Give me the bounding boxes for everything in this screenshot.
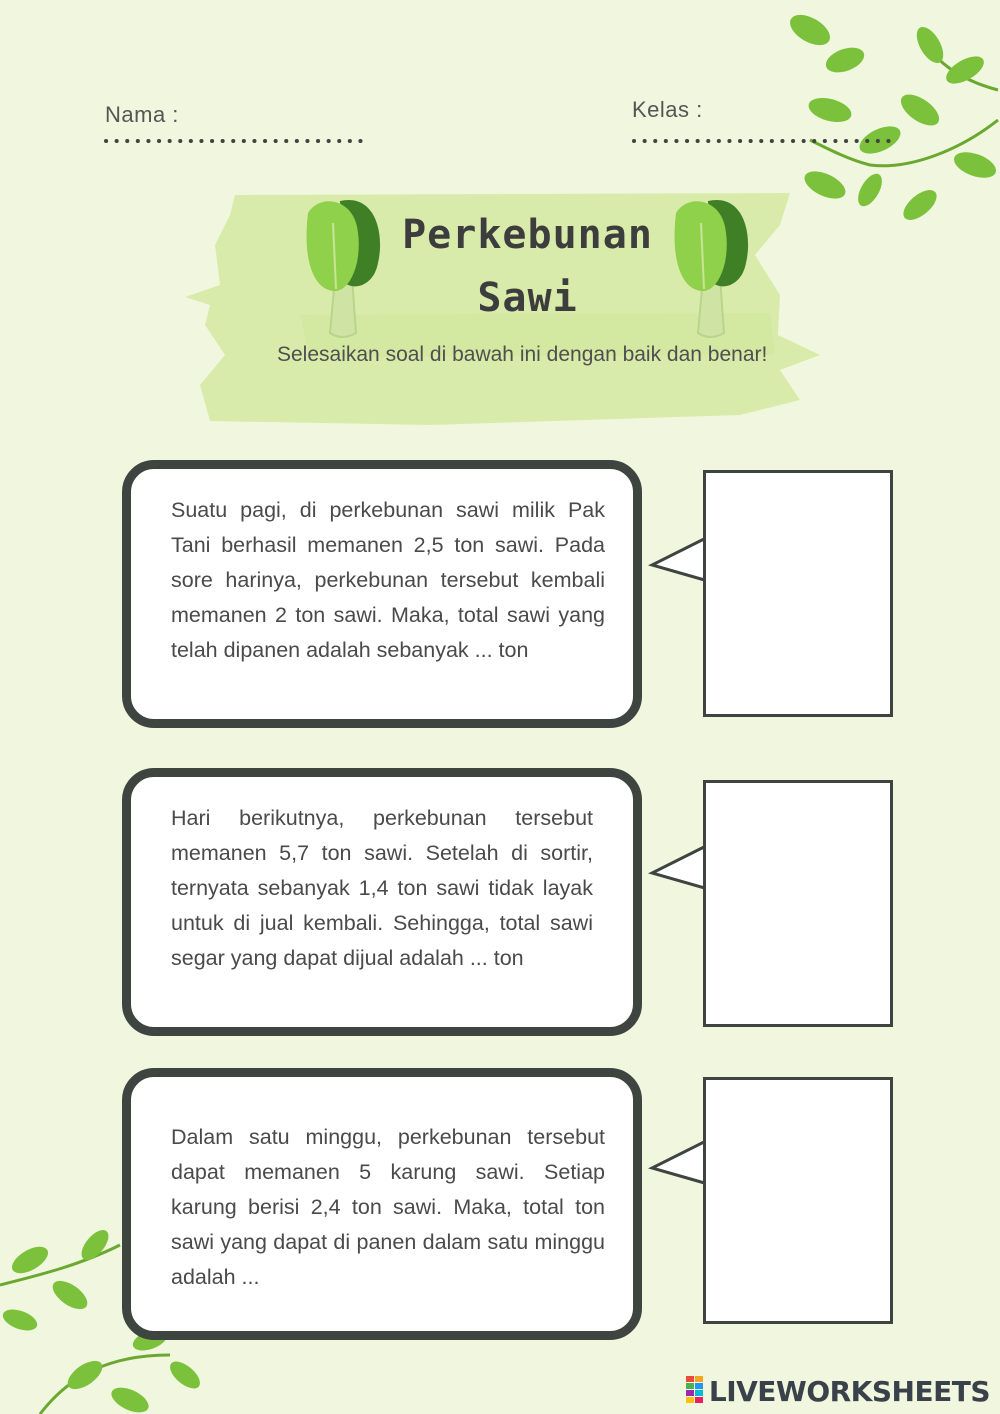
class-label: Kelas : [632, 97, 703, 122]
liveworksheets-logo-icon [686, 1376, 704, 1404]
answer-input-3[interactable] [706, 1080, 894, 1323]
speech-pointer-2 [648, 843, 710, 903]
name-label: Nama : [105, 102, 179, 127]
page-title-line2: Sawi [477, 275, 578, 321]
sawi-icon [668, 193, 753, 338]
liveworksheets-watermark[interactable]: LIVEWORKSHEETS [708, 1375, 990, 1408]
page-title-line1: Perkebunan [402, 212, 653, 258]
class-dotted-line[interactable] [632, 138, 892, 144]
answer-box-2[interactable] [703, 780, 893, 1027]
question-text-1: Suatu pagi, di perkebunan sawi milik Pak Tani berhasil memanen 2,5 ton sawi. Pada sore harinya, perkebunan tersebut kembali memanen 2 ton sawi. Maka, total sawi yang telah dipanen adalah sebanyak ... ton [171, 498, 605, 662]
name-dotted-line[interactable] [104, 138, 364, 144]
question-box-3 [122, 1068, 642, 1340]
sawi-icon [300, 193, 385, 338]
question-box-1 [122, 460, 642, 728]
question-text-2: Hari berikutnya, perkebunan tersebut memanen 5,7 ton sawi. Setelah di sortir, ternyata sebanyak 1,4 ton sawi tidak layak untuk di jual kembali. Sehingga, total sawi segar yang dapat dijual adalah ... ton [171, 806, 593, 970]
question-text-3: Dalam satu minggu, perkebunan tersebut dapat memanen 5 karung sawi. Setiap karung berisi 2,4 ton sawi. Maka, total ton sawi yang dapat di panen dalam satu minggu adalah ... [171, 1125, 605, 1289]
instruction-text: Selesaikan soal di bawah ini dengan baik dan benar! [277, 343, 768, 366]
answer-box-3[interactable] [703, 1077, 893, 1324]
answer-input-2[interactable] [706, 783, 894, 1026]
answer-box-1[interactable] [703, 470, 893, 717]
question-box-2 [122, 768, 642, 1036]
speech-pointer-3 [648, 1138, 710, 1198]
answer-input-1[interactable] [706, 473, 894, 716]
speech-pointer-1 [648, 535, 710, 595]
